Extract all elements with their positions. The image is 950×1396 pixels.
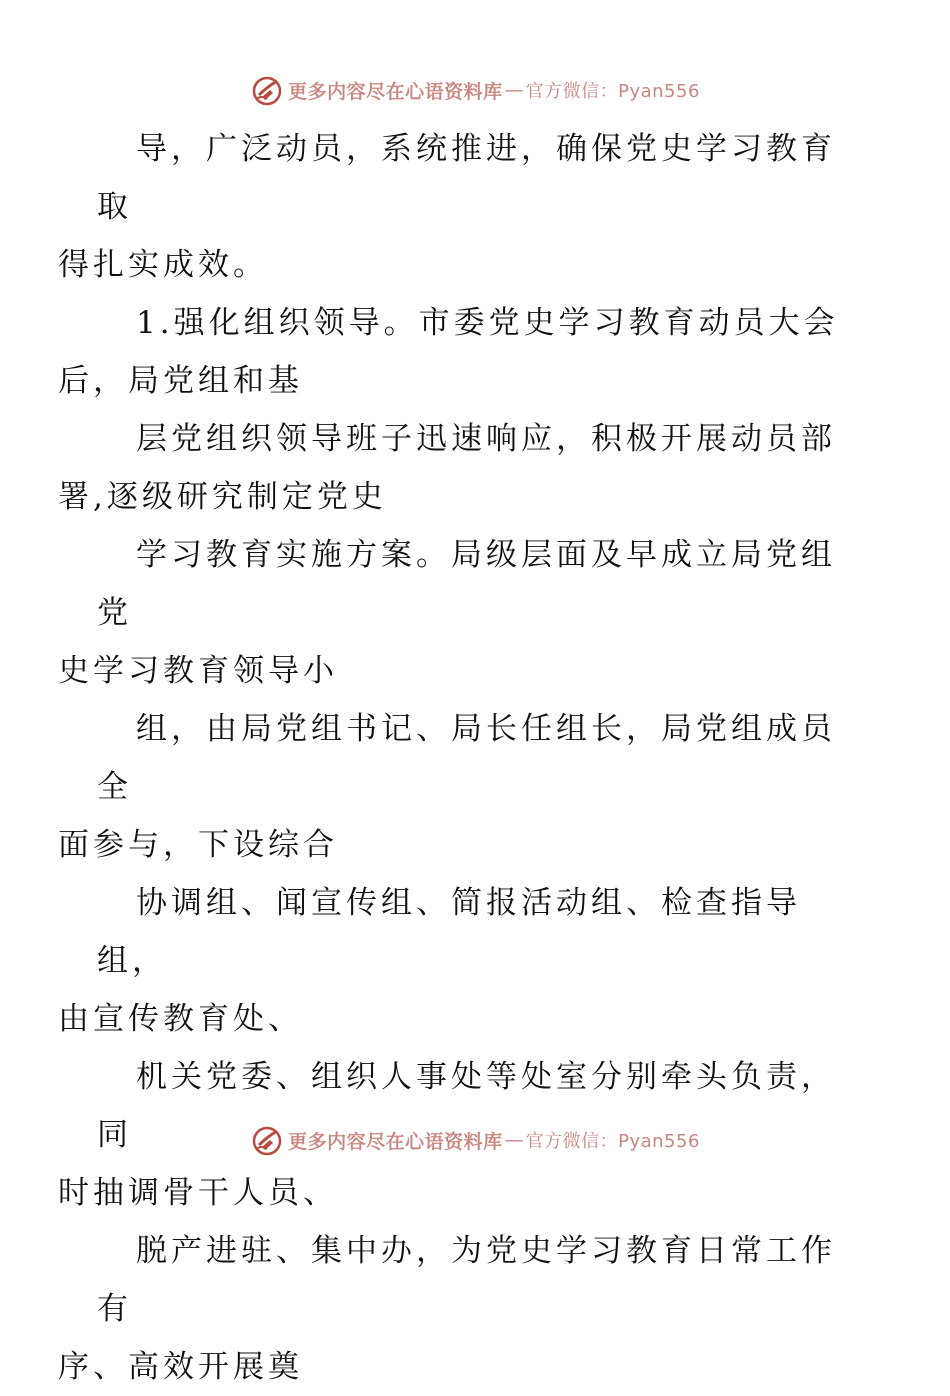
quill-book-logo-icon	[250, 1123, 284, 1157]
paragraph-line: 时抽调骨干人员、	[58, 1175, 338, 1211]
header-watermark	[0, 70, 950, 110]
document-body	[58, 120, 867, 1396]
paragraph	[58, 700, 867, 874]
paragraph	[58, 120, 867, 294]
banner-wechat-text: 官方微信：Pyan556	[525, 81, 700, 102]
paragraph-line: 由宣传教育处、	[58, 1001, 303, 1037]
quill-book-logo-icon	[250, 73, 284, 107]
banner-wechat-text: 官方微信：Pyan556	[525, 1131, 700, 1152]
paragraph-line: 1.强化组织领导。市委党史学习教育动员大会	[136, 305, 839, 341]
paragraph-line: 协调组、闻宣传组、简报活动组、检查指导组，	[97, 885, 801, 979]
paragraph-line: 学习教育实施方案。局级层面及早成立局党组党	[97, 537, 836, 631]
paragraph-line: 序、高效开展奠	[58, 1349, 303, 1385]
paragraph-line: 组，由局党组书记、局长任组长，局党组成员全	[97, 711, 836, 805]
paragraph	[58, 410, 867, 526]
paragraph-line: 机关党委、组织人事处等处室分别牵头负责，同	[97, 1059, 836, 1153]
paragraph	[58, 294, 867, 410]
banner-dash: —	[504, 1129, 524, 1151]
banner-brand-text: 更多内容尽在心语资料库	[288, 1130, 503, 1153]
paragraph	[58, 874, 867, 1048]
paragraph	[58, 526, 867, 700]
footer-watermark	[0, 1120, 950, 1160]
paragraph-line: 后，局党组和基	[58, 363, 303, 399]
paragraph-line: 署,逐级研究制定党史	[58, 479, 387, 515]
paragraph	[58, 1222, 867, 1396]
banner-dash: —	[504, 79, 524, 101]
paragraph-line: 脱产进驻、集中办，为党史学习教育日常工作有	[97, 1233, 836, 1327]
paragraph-line: 得扎实成效。	[58, 247, 268, 283]
paragraph-line: 导，广泛动员，系统推进，确保党史学习教育取	[97, 131, 836, 225]
paragraph-line: 史学习教育领导小	[58, 653, 338, 689]
paragraph-line: 面参与，下设综合	[58, 827, 338, 863]
paragraph-line: 层党组织领导班子迅速响应，积极开展动员部	[136, 421, 836, 457]
banner-brand-text: 更多内容尽在心语资料库	[288, 80, 503, 103]
